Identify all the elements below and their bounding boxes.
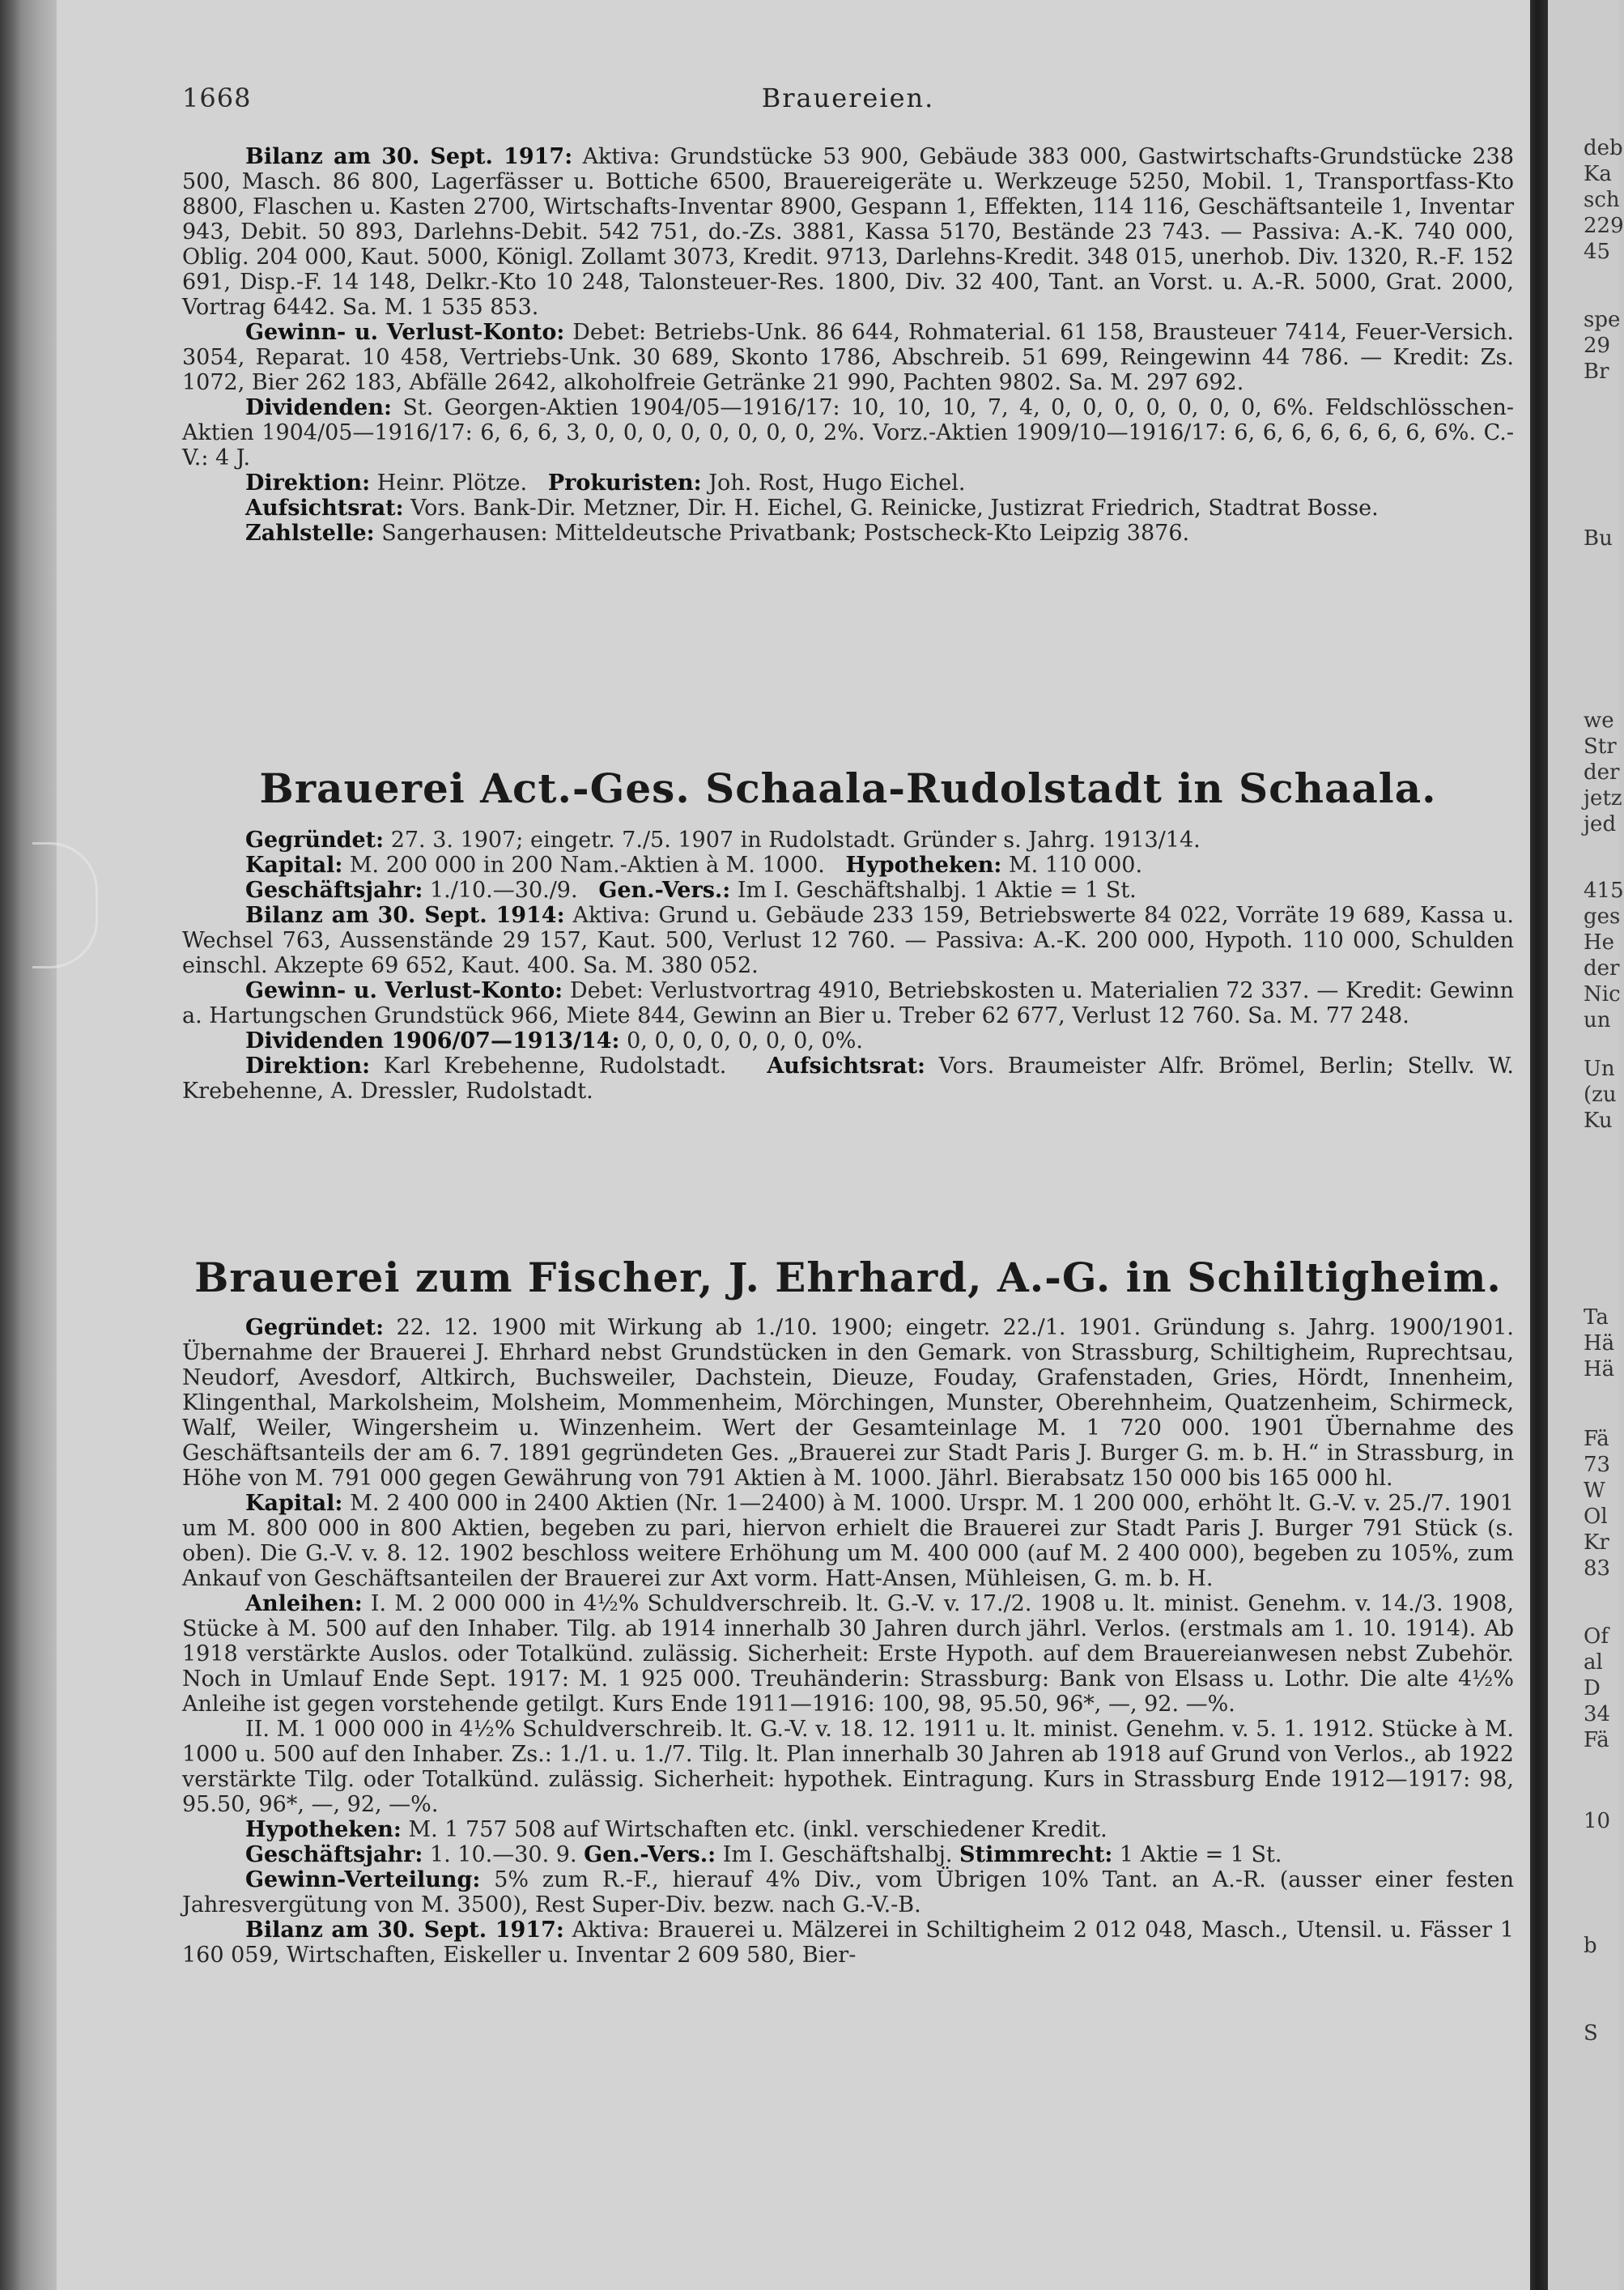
kapital-paragraph — [182, 853, 1514, 878]
neighbor-fragment: Ta — [1584, 1305, 1609, 1330]
neighbor-fragment: Kr — [1584, 1530, 1609, 1555]
genvers-text: Im I. Geschäftshalbj. 1 Aktie = 1 St. — [737, 878, 1137, 903]
neighbor-fragment: 83 — [1584, 1556, 1611, 1581]
neighbor-fragment: Of — [1584, 1624, 1609, 1649]
neighbor-fragment: deb — [1584, 136, 1623, 160]
bilanz-paragraph — [182, 903, 1514, 978]
dividenden-paragraph — [182, 1028, 1514, 1053]
page-number: 1668 — [182, 83, 252, 113]
bilanz-text: Aktiva: Brauerei u. Mälzerei in Schiltigheim 2 012 048, Masch., Utensil. u. Fässer 1 160 059, Wirtschaften, Eiskeller u. Inventar 2 609 580, Bier- — [182, 1918, 1514, 1968]
aufsichtsrat-text: Vors. Braumeister Alfr. Brömel, Berlin; Stellv. W. Krebehenne, A. Dressler, Rudolstadt. — [182, 1053, 1514, 1104]
geschaeftsjahr-label: Geschäftsjahr: — [245, 878, 423, 903]
neighbor-fragment: Hä — [1584, 1331, 1615, 1356]
neighbor-fragment: jed — [1584, 812, 1617, 836]
prokuristen-label: Prokuristen: — [547, 470, 702, 496]
neighbor-fragment: Hä — [1584, 1357, 1615, 1381]
kapital-paragraph — [182, 1491, 1514, 1591]
neighbor-fragment: jetz — [1584, 786, 1622, 811]
aufsichtsrat-text: Vors. Bank-Dir. Metzner, Dir. H. Eichel, G. Reinicke, Justizrat Friedrich, Stadtrat Bosse. — [410, 496, 1379, 521]
neighbor-fragment: we — [1584, 709, 1614, 733]
neighbor-fragment: ges — [1584, 905, 1621, 929]
bilanz-text: Aktiva: Grund u. Gebäude 233 159, Betriebswerte 84 022, Vorräte 19 689, Kassa u. Wechsel 763, Aussenstände 29 157, Kaut. 500, Verlust 12 760. — Passiva: A.-K. 200 000, Hypoth. 110 000, Schulden einschl. Akzepte 69 652, Kaut. 400. Sa. M. 380 052. — [182, 903, 1514, 978]
neighbor-page-column — [1548, 0, 1624, 2290]
gegruendet-text: 22. 12. 1900 mit Wirkung ab 1./10. 1900; eingetr. 22./1. 1901. Gründung s. Jahrg. 1900/1901. Übernahme der Brauerei J. Ehrhard nebst Grundstücken in den Gemark. von Strassburg, Schiltigheim, Ruprechtsau, Neudorf, Avesdorf, Altkirch, Buchsweiler, Dachstein, Dieuze, Fouday, Grafenstaden, Gries, Hördt, Innenheim, Klingenthal, Markolsheim, Molsheim, Mommenheim, Mörchingen, Munster, Oberehnheim, Quatzenheim, Schirmeck, Walf, Weiler, Wingersheim u. Winzenheim. Wert der Gesamteinlage M. 1 720 000. 1901 Übernahme des Geschäftsanteils der am 6. 7. 1891 gegründeten Ges. „Brauerei zur Stadt Paris J. Burger G. m. b. H.“ in Strassburg, in Höhe von M. 791 000 gegen Gewährung von 791 Aktien à M. 1000. Jährl. Bierabsatz 150 000 bis 165 000 hl. — [182, 1315, 1514, 1491]
direktion-text: Heinr. Plötze. — [376, 470, 528, 496]
gewinnverteilung-text: 5% zum R.-F., hierauf 4% Div., vom Übrigen 10% Tant. an A.-R. (ausser einer festen Jahresvergütung von M. 3500), Rest Super-Div. bezw. nach G.-V.-B. — [182, 1867, 1514, 1918]
company-heading-schaala: Brauerei Act.-Ges. Schaala-Rudolstadt in Schaala. — [259, 764, 1437, 812]
gewinnverteilung-label: Gewinn-Verteilung: — [245, 1867, 481, 1892]
direktion-label: Direktion: — [245, 1053, 371, 1079]
neighbor-fragment: 34 — [1584, 1702, 1611, 1726]
neighbor-fragment: He — [1584, 930, 1615, 955]
neighbor-fragment: Str — [1584, 734, 1617, 759]
aufsichtsrat-label: Aufsichtsrat: — [767, 1053, 925, 1079]
dividenden-paragraph — [182, 395, 1514, 470]
entry-continued — [182, 144, 1514, 546]
neighbor-fragment: 45 — [1584, 240, 1611, 264]
guv-text: Debet: Betriebs-Unk. 86 644, Rohmaterial. 61 158, Brausteuer 7414, Feuer-Versich. 3054, Reparat. 10 458, Vertriebs-Unk. 30 689, Skonto 1786, Abschreib. 51 699, Reingewinn 44 786. — Kredit: Zs. 1072, Bier 262 183, Abfälle 2642, alkoholfreie Getränke 21 990, Pachten 9802. Sa. M. 297 692. — [182, 320, 1514, 395]
bilanz-paragraph — [182, 1918, 1514, 1968]
hypotheken-label: Hypotheken: — [845, 853, 1002, 878]
geschaeftsjahr-text: 1. 10.—30. 9. — [429, 1842, 577, 1867]
stimmrecht-text: 1 Aktie = 1 St. — [1119, 1842, 1282, 1867]
dividenden-label: Dividenden: — [245, 395, 392, 420]
hypotheken-text: M. 110 000. — [1008, 853, 1143, 878]
neighbor-fragment: Un — [1584, 1057, 1615, 1081]
direktion-paragraph — [182, 1053, 1514, 1104]
company-heading-fischer: Brauerei zum Fischer, J. Ehrhard, A.-G. in Schiltigheim. — [194, 1254, 1502, 1301]
direktion-label: Direktion: — [245, 470, 371, 496]
kapital-text: M. 2 400 000 in 2400 Aktien (Nr. 1—2400) à M. 1000. Urspr. M. 1 200 000, erhöht lt. G.-V. v. 25./7. 1901 um M. 800 000 in 800 Aktien, begeben zu pari, hiervon erhielt die Brauerei zur Stadt Paris J. Burger 791 Stück (s. oben). Die G.-V. v. 8. 12. 1902 beschloss weitere Erhöhung um M. 400 000 (auf M. 2 400 000), begeben zu 105%, zum Ankauf von Geschäftsanteilen der Brauerei zur Axt vorm. Hatt-Ansen, Mühleisen, G. m. b. H. — [182, 1491, 1514, 1591]
neighbor-fragment: Ka — [1584, 162, 1612, 186]
hypotheken-paragraph — [182, 1817, 1514, 1842]
genvers-label: Gen.-Vers.: — [598, 878, 731, 903]
neighbor-fragment: Br — [1584, 360, 1609, 384]
neighbor-fragment: W — [1584, 1479, 1605, 1503]
geschaeftsjahr-label: Geschäftsjahr: — [245, 1842, 423, 1867]
stimmrecht-label: Stimmrecht: — [959, 1842, 1113, 1867]
bilanz-text: Aktiva: Grundstücke 53 900, Gebäude 383 000, Gastwirtschafts-Grundstücke 238 500, Masch. 86 800, Lagerfässer u. Bottiche 6500, Brauereigeräte u. Werkzeuge 5250, Mobil. 1, Transportfass-Kto 8800, Flaschen u. Kasten 2700, Wirtschafts-Inventar 8900, Gespann 1, Effekten, 114 116, Geschäftsanteile 1, Inventar 943, Debit. 50 893, Darlehns-Debit. 542 751, do.-Zs. 3881, Kassa 5170, Bestände 23 743. — Passiva: A.-K. 740 000, Oblig. 204 000, Kaut. 5000, Königl. Zollamt 3073, Kredit. 9713, Darlehns-Kredit. 348 015, unerhob. Div. 1320, R.-F. 152 691, Disp.-F. 14 148, Delkr.-Kto 10 248, Talonsteuer-Res. 1800, Div. 32 400, Tant. an Vorst. u. A.-R. 5000, Grat. 2000, Vortrag 6442. Sa. M. 1 535 853. — [182, 144, 1514, 320]
geschaeftsjahr-text: 1./10.—30./9. — [429, 878, 578, 903]
guv-label: Gewinn- u. Verlust-Konto: — [245, 978, 563, 1003]
neighbor-fragment: der — [1584, 760, 1620, 785]
zahlstelle-text: Sangerhausen: Mitteldeutsche Privatbank; Postscheck-Kto Leipzig 3876. — [381, 521, 1190, 546]
neighbor-fragment: Ol — [1584, 1505, 1608, 1529]
guv-paragraph — [182, 320, 1514, 395]
anleihen-ii-paragraph: II. M. 1 000 000 in 4½% Schuldverschreib. lt. G.-V. v. 18. 12. 1911 u. lt. minist. Genehm. v. 5. 1. 1912. Stücke à M. 1000 u. 500 auf den Inhaber. Zs.: 1./1. u. 1./7. Tilg. lt. Plan innerhalb 30 Jahren ab 1918 auf Grund von Verlos., ab 1922 verstärkte Tilg. oder Totalkünd. zulässig. Sicherheit: hypothek. Eintragung. Kurs in Strassburg Ende 1912—1917: 98, 95.50, 96*, —, 92, —%. — [182, 1717, 1514, 1817]
gewinnverteilung-paragraph — [182, 1867, 1514, 1918]
neighbor-fragment: Nic — [1584, 982, 1621, 1007]
neighbor-fragment: 73 — [1584, 1453, 1611, 1477]
neighbor-fragment: spe — [1584, 308, 1621, 332]
anleihen-text: I. M. 2 000 000 in 4½% Schuldverschreib. lt. G.-V. v. 17./2. 1908 u. lt. minist. Genehm. v. 14./3. 1908, Stücke à M. 500 auf den Inhaber. Tilg. ab 1914 innerhalb 30 Jahren durch jährl. Verlos. (erstmals am 1. 10. 1914). Ab 1918 verstärkte Auslos. oder Totalkünd. zulässig. Sicherheit: Erste Hypoth. auf dem Brauereianwesen nebst Zubehör. Noch in Umlauf Ende Sept. 1917: M. 1 925 000. Treuhänderin: Strassburg: Bank von Elsass u. Lothr. Die alte 4½% Anleihe ist gegen vorstehende getilgt. Kurs Ende 1911—1916: 100, 98, 95.50, 96*, —, 92. —%. — [182, 1591, 1514, 1717]
neighbor-fragment: der — [1584, 956, 1620, 981]
dividenden-label: Dividenden 1906/07—1913/14: — [245, 1028, 620, 1053]
neighbor-fragment: 229 — [1584, 214, 1624, 238]
page-gutter — [1530, 0, 1548, 2290]
neighbor-fragment: S — [1584, 2021, 1598, 2045]
neighbor-fragment: Fä — [1584, 1728, 1609, 1752]
guv-label: Gewinn- u. Verlust-Konto: — [245, 320, 565, 345]
entry-schaala — [182, 828, 1514, 1104]
bilanz-paragraph — [182, 144, 1514, 320]
neighbor-fragment: Ku — [1584, 1109, 1613, 1133]
hypotheken-text: M. 1 757 508 auf Wirtschaften etc. (inkl. verschiedener Kredit. — [408, 1817, 1107, 1842]
running-title: Brauereien. — [761, 83, 935, 113]
gegruendet-label: Gegründet: — [245, 828, 385, 853]
anleihen-label: Anleihen: — [245, 1591, 363, 1616]
genvers-text: Im I. Geschäftshalbj. — [722, 1842, 953, 1867]
neighbor-fragment: 10 — [1584, 1809, 1611, 1833]
bilanz-label: Bilanz am 30. Sept. 1914: — [245, 903, 565, 928]
geschaeftsjahr-paragraph — [182, 1842, 1514, 1867]
neighbor-fragment: al — [1584, 1650, 1603, 1675]
scan-binding-edge — [0, 0, 57, 2290]
gegruendet-label: Gegründet: — [245, 1315, 385, 1340]
entry-fischer — [182, 1315, 1514, 1968]
dividenden-text: St. Georgen-Aktien 1904/05—1916/17: 10, 10, 10, 7, 4, 0, 0, 0, 0, 0, 0, 0, 6%. Feldschlösschen-Aktien 1904/05—1916/17: 6, 6, 6, 3, 0, 0, 0, 0, 0, 0, 0, 0, 2%. Vorz.-Aktien 1909/10—1916/17: 6, 6, 6, 6, 6, 6, 6, 6%. C.-V.: 4 J. — [182, 395, 1514, 470]
guv-paragraph — [182, 978, 1514, 1028]
gegruendet-paragraph — [182, 828, 1514, 853]
neighbor-fragment: sch — [1584, 188, 1620, 212]
aufsichtsrat-label: Aufsichtsrat: — [245, 496, 404, 521]
dividenden-text: 0, 0, 0, 0, 0, 0, 0, 0%. — [627, 1028, 863, 1053]
page-content — [182, 0, 1514, 2290]
bilanz-label: Bilanz am 30. Sept. 1917: — [245, 1918, 564, 1943]
kapital-label: Kapital: — [245, 1491, 343, 1516]
bilanz-label: Bilanz am 30. Sept. 1917: — [245, 144, 573, 169]
zahlstelle-label: Zahlstelle: — [245, 521, 375, 546]
prokuristen-text: Joh. Rost, Hugo Eichel. — [708, 470, 966, 496]
genvers-label: Gen.-Vers.: — [584, 1842, 716, 1867]
hypotheken-label: Hypotheken: — [245, 1817, 402, 1842]
neighbor-fragment: 29 — [1584, 334, 1611, 358]
neighbor-fragment: D — [1584, 1676, 1601, 1700]
guv-text: Debet: Verlustvortrag 4910, Betriebskosten u. Materialien 72 337. — Kredit: Gewinn a. Hartungschen Grundstück 966, Miete 844, Gewinn an Bier u. Treber 62 677, Verlust 12 760. Sa. M. 77 248. — [182, 978, 1515, 1028]
geschaeftsjahr-paragraph — [182, 878, 1514, 903]
neighbor-fragment: 415 — [1584, 879, 1624, 903]
neighbor-fragment: un — [1584, 1008, 1611, 1032]
kapital-text: M. 200 000 in 200 Nam.-Aktien à M. 1000. — [349, 853, 825, 878]
zahlstelle-paragraph — [182, 521, 1514, 546]
kapital-label: Kapital: — [245, 853, 343, 878]
neighbor-fragment: Bu — [1584, 526, 1613, 551]
aufsichtsrat-paragraph — [182, 496, 1514, 521]
gegruendet-text: 27. 3. 1907; eingetr. 7./5. 1907 in Rudolstadt. Gründer s. Jahrg. 1913/14. — [390, 828, 1201, 853]
neighbor-fragment: b — [1584, 1934, 1597, 1958]
anleihen-paragraph — [182, 1591, 1514, 1717]
neighbor-fragment: Fä — [1584, 1427, 1609, 1451]
gegruendet-paragraph — [182, 1315, 1514, 1491]
neighbor-fragment: (zu — [1584, 1083, 1617, 1107]
direktion-text: Karl Krebehenne, Rudolstadt. — [383, 1053, 727, 1079]
direktion-paragraph — [182, 470, 1514, 496]
